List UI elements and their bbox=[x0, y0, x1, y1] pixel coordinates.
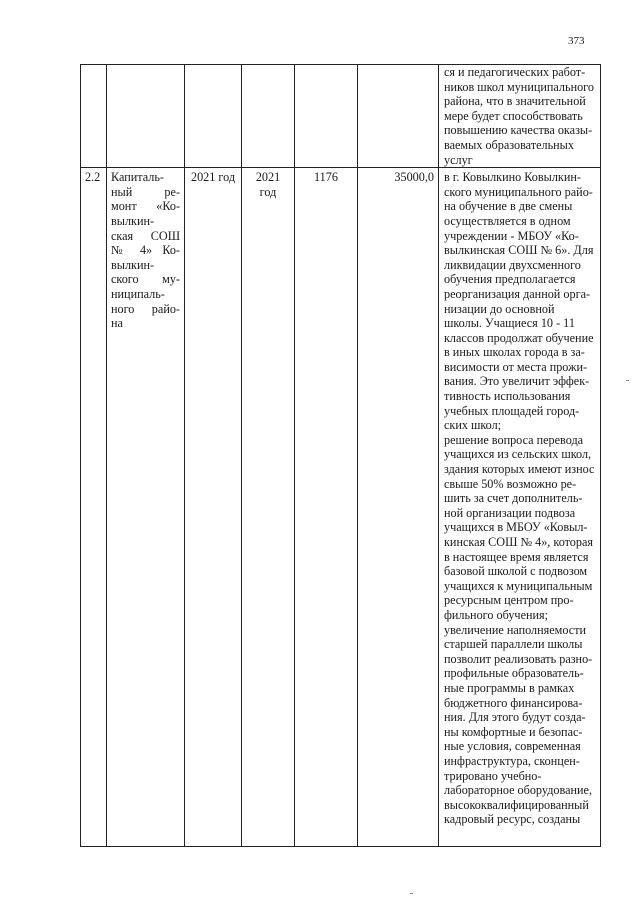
text-line: старшей параллели школы bbox=[444, 637, 583, 652]
text-line: учащихся в МБОУ «Ковыл- bbox=[444, 520, 588, 535]
text-line: ные программы в рамках bbox=[444, 680, 575, 695]
text-line: на bbox=[111, 316, 123, 331]
text-line: ниципаль- bbox=[111, 286, 165, 301]
text-line: ского муниципального райо- bbox=[444, 184, 593, 199]
text-line: лабораторное оборудование, bbox=[444, 783, 592, 798]
cell-start-year bbox=[185, 65, 242, 168]
text-line: школы. Учащиеся 10 - 11 bbox=[444, 316, 575, 331]
text-line: вылкин- bbox=[111, 257, 155, 272]
text-line: ный ре- bbox=[111, 184, 180, 199]
cell-number bbox=[81, 65, 107, 168]
cell-description bbox=[439, 65, 601, 168]
cell-name bbox=[107, 168, 185, 847]
text-line: реорганизация данной орга- bbox=[444, 286, 591, 301]
cell-end-year bbox=[242, 168, 295, 847]
text-line: в г. Ковылкино Ковылкин- bbox=[444, 170, 581, 185]
cell-end-year bbox=[242, 65, 295, 168]
cell-amount: 35000,0 bbox=[358, 168, 439, 847]
text-line: здания которых имеют износ bbox=[444, 462, 595, 477]
text-line: год bbox=[259, 184, 277, 199]
text-line: базовой школой с подвозом bbox=[444, 564, 588, 579]
text-line: инфраструктура, сконцен- bbox=[444, 753, 580, 768]
text-line: ников школ муниципального bbox=[444, 79, 594, 94]
text-line: района, что в значительной bbox=[444, 94, 586, 109]
text-line: № 4» Ко- bbox=[111, 243, 180, 258]
text-line: обучения предполагается bbox=[444, 272, 576, 287]
text-line: ны комфортные и безопас- bbox=[444, 724, 583, 739]
text-line: низации до основной bbox=[444, 301, 555, 316]
text-line: ская СОШ bbox=[111, 228, 180, 243]
cell-start-year: 2021 год bbox=[185, 168, 242, 847]
text-line: ния. Для этого будут созда- bbox=[444, 710, 586, 725]
text-line: в настоящее время является bbox=[444, 549, 589, 564]
text-line: увеличение наполняемости bbox=[444, 622, 587, 637]
text-line: профильные образователь- bbox=[444, 666, 584, 681]
text-line: позволит реализовать разно- bbox=[444, 651, 593, 666]
text-line: высококвалифицированный bbox=[444, 797, 589, 812]
text-line: учреждении - МБОУ «Ко- bbox=[444, 228, 579, 243]
program-table bbox=[80, 64, 601, 847]
cell-description bbox=[439, 168, 601, 847]
text-line: вылкинская СОШ № 6». Для bbox=[444, 243, 594, 258]
text-line: бюджетного финансирова- bbox=[444, 695, 583, 710]
text-line: фильного обучения; bbox=[444, 607, 549, 622]
text-line: ресурсным центром про- bbox=[444, 593, 574, 608]
text-line: монт «Ко- bbox=[111, 199, 180, 214]
text-line: тивность использования bbox=[444, 389, 571, 404]
text-line: услуг bbox=[444, 152, 473, 167]
page-number: 373 bbox=[568, 35, 585, 47]
text-line: кинская СОШ № 4», которая bbox=[444, 535, 594, 549]
text-line: кадровый ресурс, созданы bbox=[444, 812, 581, 827]
cell-number: 2.2 bbox=[81, 168, 107, 847]
text-line: ских школ; bbox=[444, 418, 502, 433]
cell-quantity: 1176 bbox=[295, 168, 358, 847]
cell-amount bbox=[358, 65, 439, 168]
text-line: вылкин- bbox=[111, 213, 155, 228]
text-line: ся и педагогических работ- bbox=[444, 65, 586, 79]
text-line: решение вопроса перевода bbox=[444, 432, 584, 447]
cell-name bbox=[107, 65, 185, 168]
scan-mark bbox=[410, 893, 413, 894]
text-line: трировано учебно- bbox=[444, 768, 542, 783]
text-line: на обучение в две смены bbox=[444, 199, 573, 214]
text-line: учащихся из сельских школ, bbox=[444, 447, 592, 462]
text-line: ные условия, современная bbox=[444, 739, 581, 754]
text-line: ского му- bbox=[111, 272, 180, 287]
cell-quantity bbox=[295, 65, 358, 168]
text-line: повышению качества оказы- bbox=[444, 123, 593, 138]
text-line: ваемых образовательных bbox=[444, 137, 574, 152]
table-row bbox=[81, 168, 601, 847]
text-line: ного райо- bbox=[111, 301, 180, 316]
text-line: учебных площадей город- bbox=[444, 403, 580, 418]
text-line: учащихся к муниципальным bbox=[444, 578, 593, 593]
text-line: осуществляется в одном bbox=[444, 213, 571, 228]
text-line: ликвидации двухсменного bbox=[444, 257, 581, 272]
table-row bbox=[81, 65, 601, 168]
scan-mark bbox=[626, 380, 629, 381]
text-line: вания. Это увеличит эффек- bbox=[444, 374, 590, 389]
text-line: 2021 bbox=[255, 170, 281, 185]
text-line: шить за счет дополнитель- bbox=[444, 491, 583, 506]
text-line: свыше 50% возможно ре- bbox=[444, 476, 577, 491]
text-line: классов продолжат обучение bbox=[444, 330, 594, 345]
text-line: мере будет способствовать bbox=[444, 108, 583, 123]
text-line: ной организации подвоза bbox=[444, 505, 576, 520]
text-line: Капиталь- bbox=[111, 170, 164, 185]
text-line: висимости от места прожи- bbox=[444, 359, 588, 374]
text-line: в иных школах города в за- bbox=[444, 345, 585, 360]
